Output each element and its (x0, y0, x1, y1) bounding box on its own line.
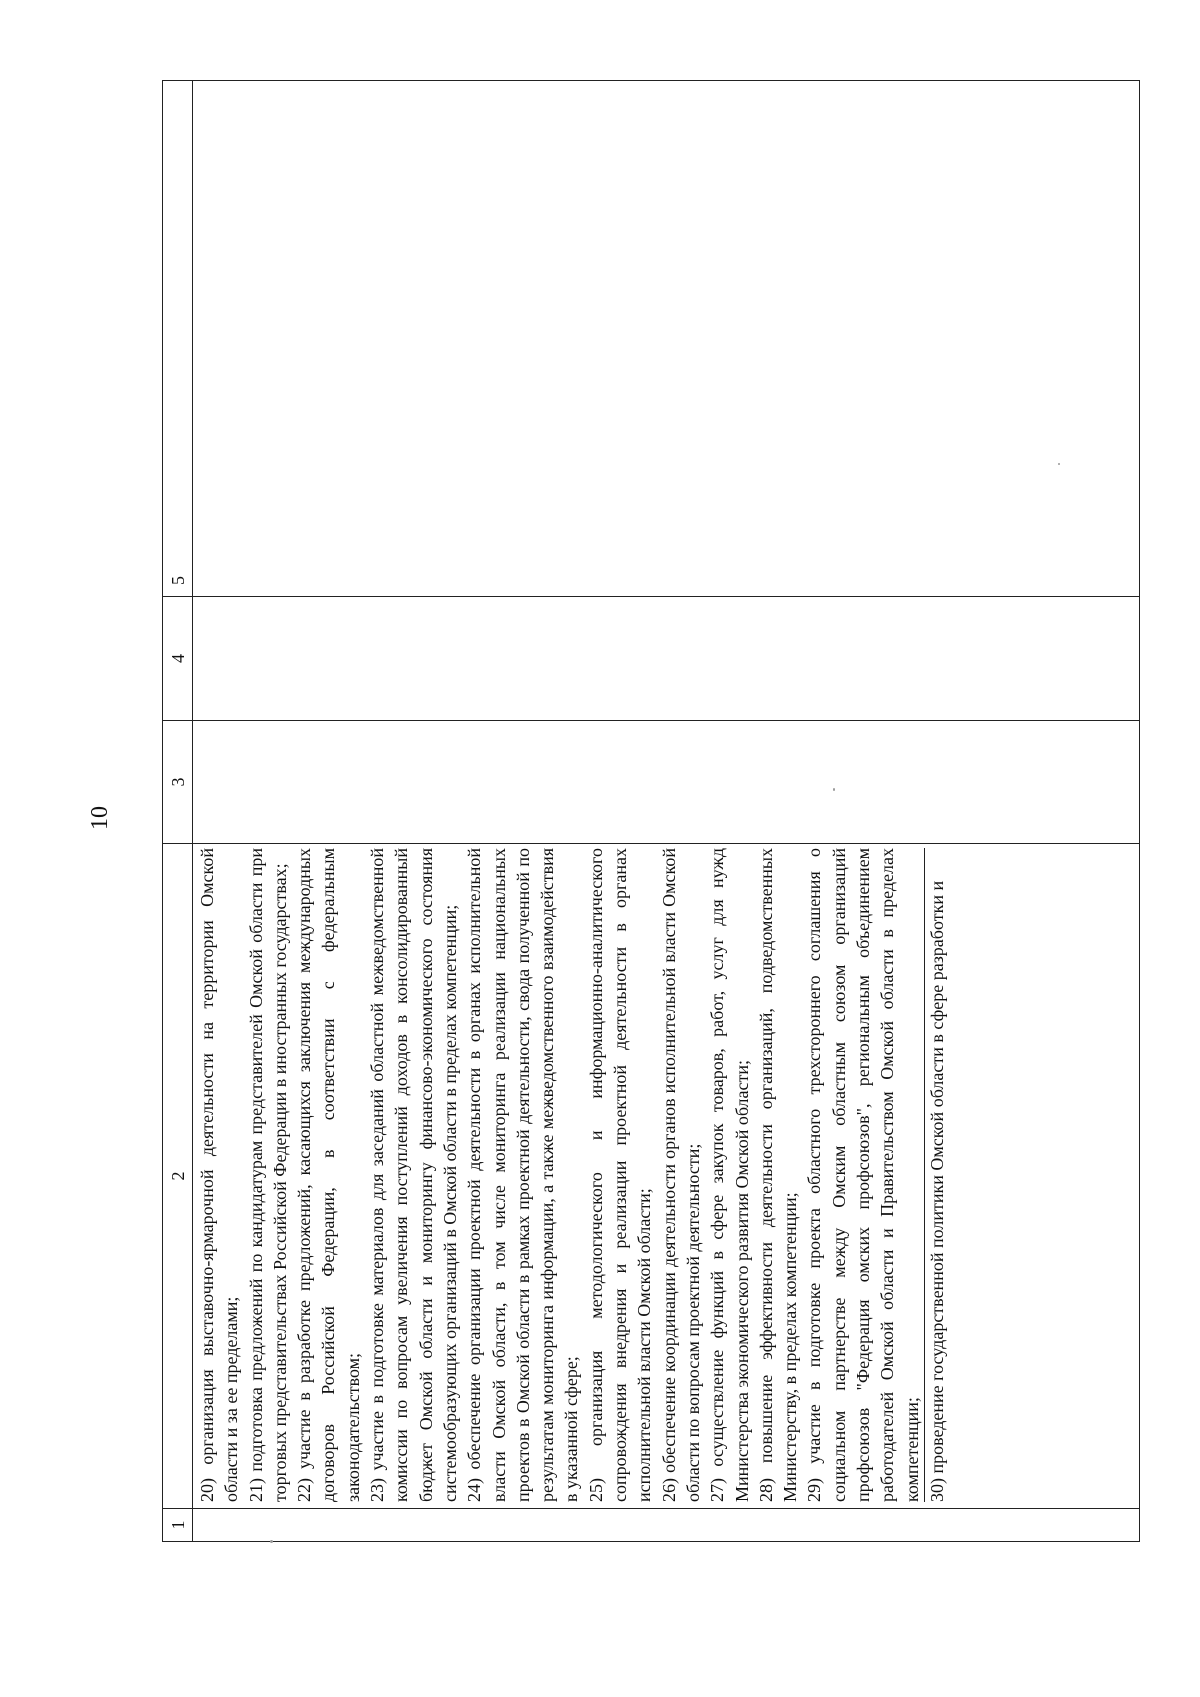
scan-speck (270, 1540, 273, 1543)
list-item: 28) повышение эффективности деятельности организаций, подведомственных Министерству, в пределах компетенции; (755, 848, 801, 1502)
header-col-4: 4 (163, 596, 193, 720)
list-item: 27) осуществление функций в сфере закупок товаров, работ, услуг для нужд Министерства экономического развития Омской области; (707, 848, 752, 1502)
scan-speck (833, 788, 835, 791)
list-item: 29) участие в подготовке проекта областного трехстороннего соглашения о социальном партнерстве между Омским областным союзом организаций профсоюзов "Федерация омских профсоюзов", региональным объединением работодателей Омской области и Правительством Омской области в пределах компетенции; (804, 848, 922, 1502)
header-col-3: 3 (163, 720, 193, 843)
table-row (193, 81, 1139, 1541)
page-number: 10 (86, 806, 113, 830)
list-item: 20) организация выставочно-ярмарочной деятельности на территории Омской области и за ее пределами; (197, 848, 242, 1502)
header-col-5: 5 (168, 576, 188, 585)
functions-list (193, 844, 1139, 1508)
table-header-row (163, 81, 193, 1541)
list-item: 26) обеспечение координации деятельности органов исполнительной власти Омской области по вопросам проектной деятельности; (658, 848, 703, 1502)
cell-col-1 (193, 1508, 1139, 1541)
list-item: 24) обеспечение организации проектной деятельности в органах исполнительной власти Омской области, в том числе мониторинга реализации национальных проектов в Омской области в рамках проектной деятельности, свода полученной по результатам мониторинга информации, а также межведомственного взаимодействия в указанной сфере; (464, 848, 582, 1502)
cell-col-2 (193, 843, 1139, 1508)
scan-speck (1058, 463, 1060, 465)
cell-col-3 (193, 720, 1139, 843)
header-col-1: 1 (163, 1508, 193, 1541)
functions-table (162, 80, 1140, 1542)
list-item: 25) организация методологического и информационно-аналитического сопровождения внедрения и реализации проектной деятельности в органах исполнительной власти Омской области; (585, 848, 655, 1502)
cell-col-5 (193, 565, 1139, 596)
list-item-last: 30) проведение государственной политики Омской области в сфере разработки и (924, 848, 949, 1502)
list-item: 22) участие в разработке предложений, касающихся заключения международных договоров Российской Федерации, в соответствии с федеральным законодательством; (294, 848, 363, 1502)
cell-col-4 (193, 596, 1139, 720)
header-col-2: 2 (163, 843, 193, 1508)
list-item: 21) подготовка предложений по кандидатурам представителей Омской области при торговых представительствах Российской Федерации в иностранных государствах; (245, 848, 290, 1502)
list-item: 23) участие в подготовке материалов для заседаний областной межведомственной комиссии по вопросам увеличения поступлений доходов в консолидированный бюджет Омской области и мониторингу финансово-экономического состояния системообразующих организаций в Омской области в пределах компетенции; (367, 848, 460, 1502)
